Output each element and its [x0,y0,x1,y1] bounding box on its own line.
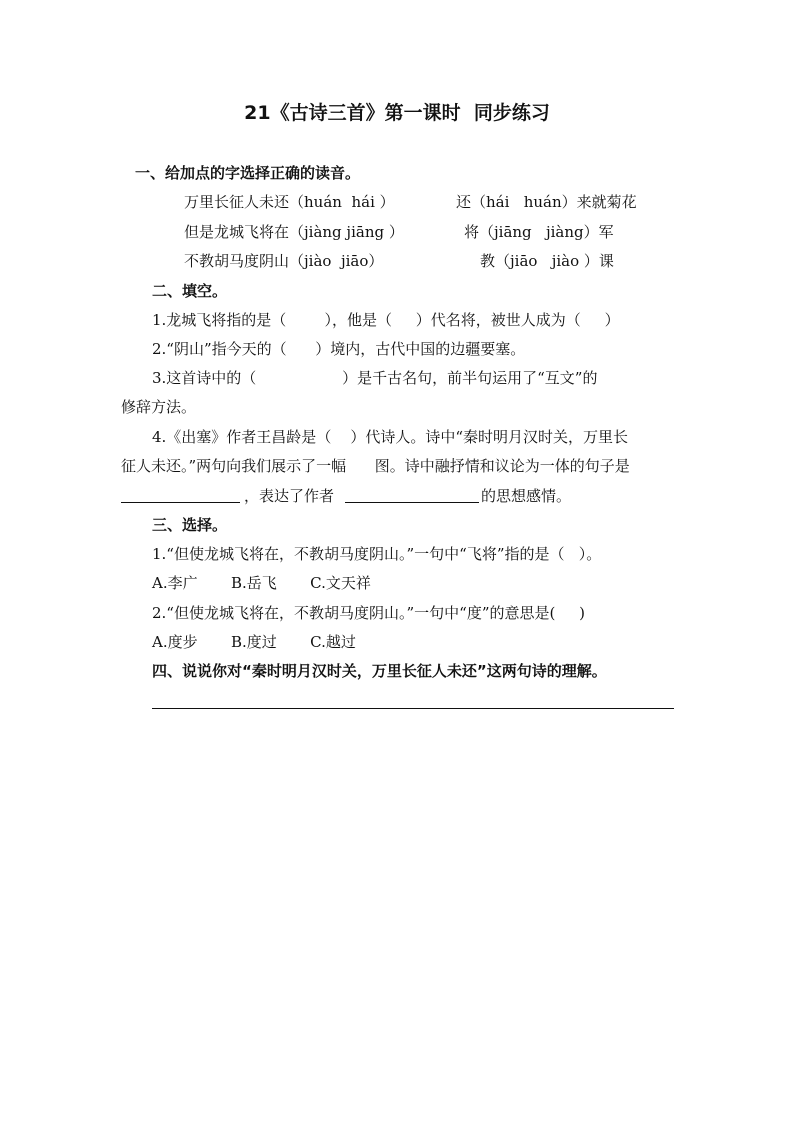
pinyin-row-2-left: 但是龙城飞将在（jiàng jiāng ） [184,223,404,241]
pinyin-row-3-left: 不教胡马度阴山（jiào jiāo） [184,252,384,270]
section4-heading: 四、说说你对“秦时明月汉时关，万里长征人未还”这两句诗的理解。 [152,662,607,680]
pinyin-row-3-right: 教（jiāo jiào ）课 [480,252,614,270]
fill-question-3-line2: 修辞方法。 [121,398,197,416]
pinyin-row-1-right: 还（hái huán）来就菊花 [456,193,637,211]
fill-question-2: 2.“阴山”指今天的（ ）境内，古代中国的边疆要塞。 [152,340,526,358]
fill-question-4-line2: 征人未还。”两句向我们展示了一幅 图。诗中融抒情和议论为一体的句子是 [121,457,630,475]
fill-question-4-line1: 4.《出塞》作者王昌龄是（ ）代诗人。诗中“秦时明月汉时关，万里长 [152,428,629,446]
section1-heading: 一、给加点的字选择正确的读音。 [135,164,361,182]
fill-question-4-line3-b: 的思想感情。 [481,487,572,505]
blank-underline-2 [345,502,479,503]
pinyin-row-2-right: 将（jiāng jiàng）军 [464,223,614,241]
page-title: 21《古诗三首》第一课时 同步练习 [244,102,550,124]
section3-heading: 三、选择。 [152,516,228,534]
choice-question-2-options: A.度步 B.度过 C.越过 [152,633,356,651]
pinyin-row-1-left: 万里长征人未还（huán hái ） [184,193,395,211]
answer-line [152,708,674,709]
choice-question-1: 1.“但使龙城飞将在，不教胡马度阴山。”一句中“飞将”指的是（ ）。 [152,545,602,563]
choice-question-1-options: A.李广 B.岳飞 C.文天祥 [152,574,371,592]
fill-question-1: 1.龙城飞将指的是（ ），他是（ ）代名将，被世人成为（ ） [152,311,620,329]
section2-heading: 二、填空。 [152,282,228,300]
fill-question-4-line3-a: ，表达了作者 [244,487,335,505]
blank-underline-1 [121,502,240,503]
fill-question-3-line1: 3.这首诗中的（ ）是千古名句，前半句运用了“互文”的 [152,369,598,387]
choice-question-2: 2.“但使龙城飞将在，不教胡马度阴山。”一句中“度”的意思是( ) [152,604,586,622]
